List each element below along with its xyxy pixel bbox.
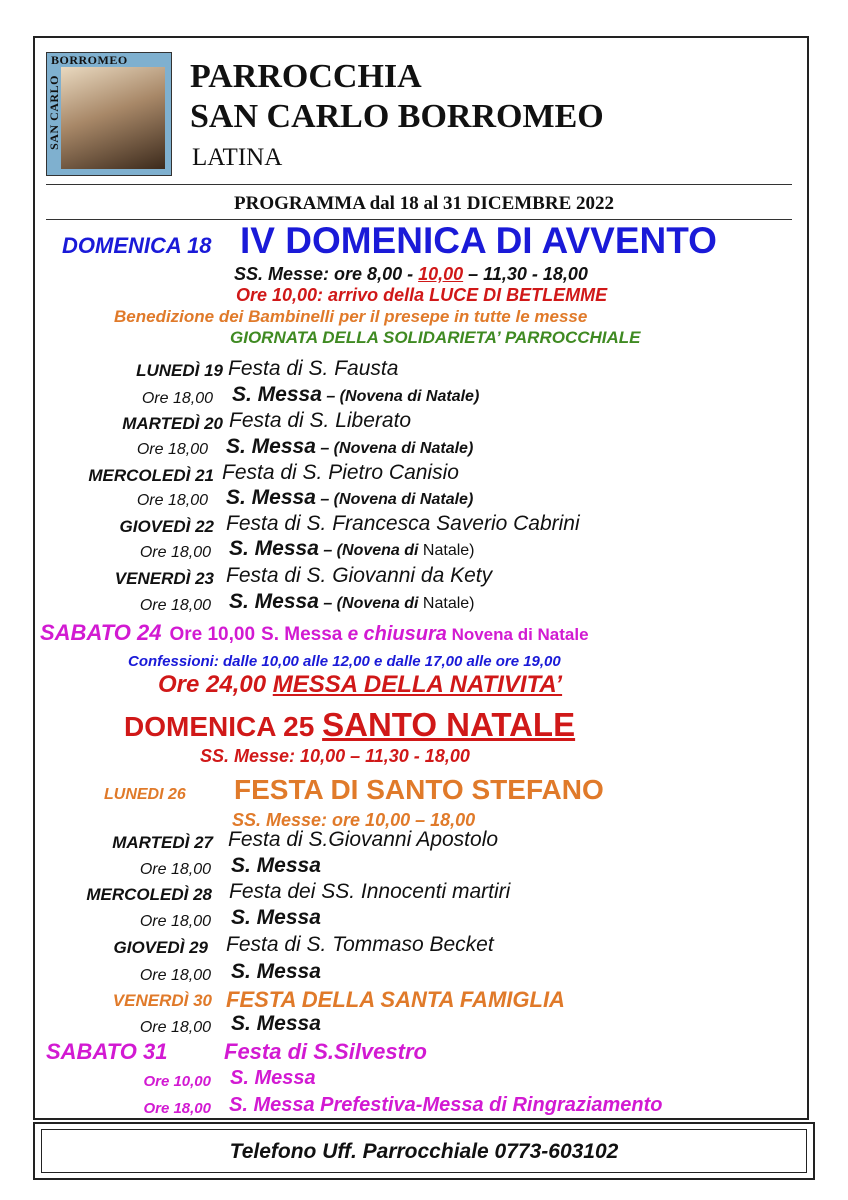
mon26-day: LUNEDI 26: [104, 786, 186, 803]
sun25-day: DOMENICA 25: [124, 711, 323, 742]
footer-inner-box: [41, 1129, 807, 1173]
logo-side-text: SAN CARLO: [46, 75, 61, 150]
mass-time: Ore 18,00: [141, 390, 213, 407]
feast-label: Festa di S.Giovanni Apostolo: [228, 828, 499, 851]
mass-line: [229, 590, 475, 614]
sat24-day: SABATO 24: [40, 620, 162, 645]
feast-label: Festa dei SS. Innocenti martiri: [229, 880, 511, 903]
day-label: MERCOLEDÌ 21: [88, 466, 214, 485]
mass-label: S. Messa: [231, 1012, 321, 1035]
mon26-masses: SS. Messe: ore 10,00 – 18,00: [232, 810, 476, 830]
sat24-nativity-title: MESSA DELLA NATIVITA’: [272, 671, 563, 698]
logo-top-text: BORROMEO: [51, 53, 128, 67]
novena-label: – (Novena di Natale): [321, 388, 480, 405]
mass-label: S. Messa: [231, 960, 321, 983]
header-parish-name: SAN CARLO BORROMEO: [190, 98, 604, 135]
novena-label: – (Novena di Natale): [315, 440, 474, 457]
sat31-mass1: S. Messa: [230, 1067, 316, 1089]
parish-logo: [46, 52, 172, 176]
mass-line: [226, 435, 473, 459]
sun18-day: DOMENICA 18: [62, 233, 212, 258]
mass-time: Ore 18,00: [139, 544, 211, 561]
mass-label: S. Messa: [229, 590, 319, 613]
sat24-nativity-time: Ore 24,00: [158, 671, 273, 698]
mass-time: Ore 18,00: [139, 913, 211, 930]
feast-label: Festa di S. Liberato: [229, 409, 412, 432]
sat24-confessions: Confessioni: dalle 10,00 alle 12,00 e dalle 17,00 alle ore 19,00: [128, 653, 561, 670]
sun18-masses-c: – 11,30 - 18,00: [463, 264, 588, 284]
footer-phone: Telefono Uff. Parrocchiale 0773-603102: [229, 1140, 619, 1163]
mon26-title: FESTA DI SANTO STEFANO: [234, 774, 604, 805]
feast-label: Festa di S. Pietro Canisio: [222, 461, 459, 484]
sat31-time2: Ore 18,00: [143, 1100, 211, 1117]
sat24-novena: Novena di Natale: [446, 625, 589, 644]
sat24-line: [40, 620, 589, 646]
sat24-e: e: [342, 624, 364, 645]
feast-label: Festa di S. Francesca Saverio Cabrini: [226, 512, 580, 535]
mass-time: Ore 18,00: [136, 492, 208, 509]
mass-line: [232, 383, 479, 407]
mass-time: Ore 18,00: [139, 967, 211, 984]
sun18-masses-highlight: 10,00: [418, 264, 464, 284]
sat24-time: Ore 10,00: [169, 624, 256, 645]
sun18-masses: [234, 264, 588, 285]
sun18-giornata: GIORNATA DELLA SOLIDARIETA’ PARROCCHIALE: [230, 328, 641, 347]
novena-label: – (Novena di: [318, 595, 419, 612]
sun18-title: IV DOMENICA DI AVVENTO: [240, 220, 717, 261]
header-parrocchia: PARROCCHIA: [190, 58, 422, 95]
feast-label: Festa di S. Fausta: [228, 357, 399, 380]
day-label: MARTEDÌ 20: [122, 414, 223, 433]
novena-tail: Natale): [418, 595, 475, 612]
mass-label: S. Messa: [229, 537, 319, 560]
day-label: VENERDÌ 23: [114, 569, 214, 588]
divider-top: [46, 184, 792, 185]
mass-label: S. Messa: [226, 486, 316, 509]
program-title: PROGRAMMA dal 18 al 31 DICEMBRE 2022: [234, 193, 614, 214]
footer-box: [33, 1122, 815, 1180]
mass-time: Ore 18,00: [139, 1019, 211, 1036]
sun18-luce: Ore 10,00: arrivo della LUCE DI BETLEMME: [236, 285, 608, 305]
novena-label: – (Novena di: [318, 542, 419, 559]
novena-tail: Natale): [418, 542, 475, 559]
sat24-mass: S. Messa: [261, 624, 343, 645]
day-label: GIOVEDÌ 22: [119, 517, 214, 536]
sat24-chiusura: chiusura: [363, 623, 447, 645]
sun25-masses: SS. Messe: 10,00 – 11,30 - 18,00: [200, 746, 470, 766]
sun18-bambinelli: Benedizione dei Bambinelli per il presepe in tutte le messe: [114, 307, 588, 326]
mass-time: Ore 18,00: [139, 861, 211, 878]
mass-time: Ore 18,00: [136, 441, 208, 458]
mass-label: S. Messa: [232, 383, 322, 406]
sat31-mass2: S. Messa Prefestiva-Messa di Ringraziamento: [229, 1094, 663, 1116]
day-label: MERCOLEDÌ 28: [86, 885, 212, 904]
header-city: LATINA: [192, 144, 283, 171]
mass-time: Ore 18,00: [139, 597, 211, 614]
day-label: MARTEDÌ 27: [112, 833, 213, 852]
sun18-masses-a: SS. Messe: ore 8,00 -: [234, 264, 419, 284]
sat31-day: SABATO 31: [46, 1039, 168, 1064]
day-label: LUNEDÌ 19: [136, 361, 223, 380]
sat31-title: Festa di S.Silvestro: [224, 1039, 427, 1064]
feast-label: Festa di S. Tommaso Becket: [226, 933, 494, 956]
sun25-title: SANTO NATALE: [322, 706, 576, 743]
mass-label: S. Messa: [231, 906, 321, 929]
day-label: GIOVEDÌ 29: [113, 938, 208, 957]
saint-portrait: [61, 67, 165, 169]
mass-line: [229, 537, 475, 561]
sat24-nativity: [158, 671, 562, 699]
sat31-time1: Ore 10,00: [143, 1073, 211, 1090]
novena-label: – (Novena di Natale): [315, 491, 474, 508]
mass-line: [226, 486, 473, 510]
sun25-line: [124, 706, 575, 744]
mass-label: S. Messa: [231, 854, 321, 877]
fri30-day: VENERDÌ 30: [112, 991, 212, 1010]
fri30-title: FESTA DELLA SANTA FAMIGLIA: [226, 987, 565, 1012]
feast-label: Festa di S. Giovanni da Kety: [226, 564, 493, 587]
mass-label: S. Messa: [226, 435, 316, 458]
